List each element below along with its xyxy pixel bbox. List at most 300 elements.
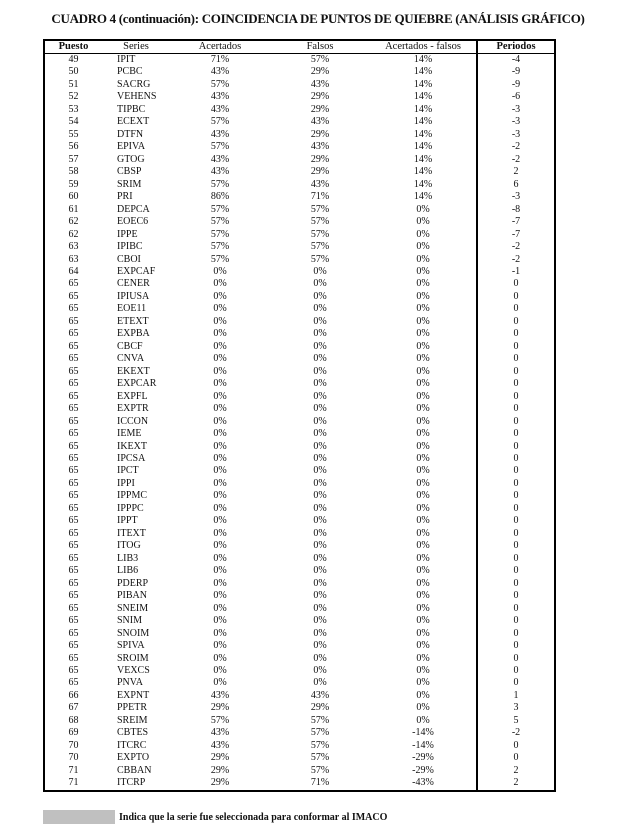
cell-acertados: 0% bbox=[213, 378, 227, 390]
cell-falsos: 0% bbox=[313, 278, 327, 290]
cell-puesto: 55 bbox=[68, 128, 79, 140]
cell-periodos: -9 bbox=[476, 79, 554, 91]
cell-falsos: 29% bbox=[310, 128, 330, 140]
table-row bbox=[45, 727, 554, 739]
cell-falsos: 0% bbox=[313, 415, 327, 427]
cell-puesto: 65 bbox=[68, 477, 79, 489]
table-row bbox=[45, 166, 554, 178]
cell-periodos: 0 bbox=[476, 403, 554, 415]
table-header-row bbox=[45, 41, 554, 54]
table-row bbox=[45, 503, 554, 515]
table-row bbox=[45, 391, 554, 403]
table-row bbox=[45, 465, 554, 477]
cell-series: ICCON bbox=[117, 415, 149, 427]
cell-periodos: -3 bbox=[476, 104, 554, 116]
cell-acertados: 57% bbox=[210, 216, 230, 228]
cell-acertados: 0% bbox=[213, 390, 227, 402]
cell-periodos: -3 bbox=[476, 116, 554, 128]
cell-falsos: 57% bbox=[310, 764, 330, 776]
cell-acertados: 43% bbox=[210, 103, 230, 115]
cell-falsos: 57% bbox=[310, 714, 330, 726]
cell-acertados: 57% bbox=[210, 228, 230, 240]
legend-swatch bbox=[43, 810, 115, 824]
table-row bbox=[45, 603, 554, 615]
cell-falsos: 29% bbox=[310, 153, 330, 165]
cell-periodos: 6 bbox=[476, 179, 554, 191]
cell-series: ITCRC bbox=[117, 739, 147, 751]
cell-series: CBOI bbox=[117, 253, 141, 265]
cell-periodos: 0 bbox=[476, 540, 554, 552]
cell-falsos: 0% bbox=[313, 640, 327, 652]
cell-periodos: 0 bbox=[476, 640, 554, 652]
cell-puesto: 65 bbox=[68, 590, 79, 602]
table-row bbox=[45, 765, 554, 777]
cell-series: IPCT bbox=[117, 465, 139, 477]
table-row bbox=[45, 441, 554, 453]
cell-series: SNIM bbox=[117, 615, 143, 627]
table-row bbox=[45, 416, 554, 428]
cell-falsos: 43% bbox=[310, 689, 330, 701]
cell-diferencia: 0% bbox=[416, 577, 430, 589]
cell-falsos: 0% bbox=[313, 440, 327, 452]
cell-puesto: 65 bbox=[68, 515, 79, 527]
cell-puesto: 62 bbox=[68, 228, 79, 240]
cell-puesto: 71 bbox=[68, 764, 79, 776]
cell-falsos: 71% bbox=[310, 191, 330, 203]
cell-falsos: 0% bbox=[313, 403, 327, 415]
cell-periodos: 0 bbox=[476, 515, 554, 527]
cell-periodos: 2 bbox=[476, 166, 554, 178]
cell-diferencia: 0% bbox=[416, 278, 430, 290]
cell-puesto: 70 bbox=[68, 739, 79, 751]
cell-falsos: 71% bbox=[310, 777, 330, 789]
cell-periodos: 0 bbox=[476, 503, 554, 515]
cell-series: CNVA bbox=[117, 353, 145, 365]
cell-puesto: 65 bbox=[68, 403, 79, 415]
header-acertados: Acertados bbox=[198, 41, 242, 52]
cell-diferencia: 14% bbox=[413, 153, 433, 165]
cell-periodos: 0 bbox=[476, 665, 554, 677]
cell-series: EOE11 bbox=[117, 303, 147, 315]
cell-diferencia: 0% bbox=[416, 615, 430, 627]
cell-falsos: 0% bbox=[313, 677, 327, 689]
cell-puesto: 65 bbox=[68, 490, 79, 502]
cell-acertados: 29% bbox=[210, 777, 230, 789]
cell-falsos: 0% bbox=[313, 378, 327, 390]
cell-periodos: -2 bbox=[476, 241, 554, 253]
table-row bbox=[45, 353, 554, 365]
table-row bbox=[45, 366, 554, 378]
cell-periodos: 3 bbox=[476, 702, 554, 714]
cell-periodos: 0 bbox=[476, 391, 554, 403]
table-row bbox=[45, 540, 554, 552]
cell-puesto: 51 bbox=[68, 78, 79, 90]
cell-diferencia: 0% bbox=[416, 689, 430, 701]
cell-series: CBTES bbox=[117, 727, 149, 739]
cell-acertados: 57% bbox=[210, 178, 230, 190]
cell-acertados: 43% bbox=[210, 128, 230, 140]
table-body bbox=[45, 54, 554, 790]
table-row bbox=[45, 590, 554, 602]
cell-puesto: 65 bbox=[68, 390, 79, 402]
cell-periodos: 0 bbox=[476, 453, 554, 465]
table-row bbox=[45, 141, 554, 153]
cell-falsos: 0% bbox=[313, 428, 327, 440]
cell-series: EXPTR bbox=[117, 403, 149, 415]
cell-periodos: 0 bbox=[476, 590, 554, 602]
cell-series: CENER bbox=[117, 278, 150, 290]
cell-falsos: 29% bbox=[310, 702, 330, 714]
cell-periodos: -2 bbox=[476, 141, 554, 153]
cell-puesto: 65 bbox=[68, 602, 79, 614]
cell-acertados: 57% bbox=[210, 141, 230, 153]
cell-periodos: 0 bbox=[476, 366, 554, 378]
cell-series: EKEXT bbox=[117, 365, 150, 377]
cell-diferencia: 0% bbox=[416, 365, 430, 377]
cell-periodos: 0 bbox=[476, 615, 554, 627]
cell-acertados: 0% bbox=[213, 365, 227, 377]
cell-periodos: 0 bbox=[476, 341, 554, 353]
table-row bbox=[45, 79, 554, 91]
table-row bbox=[45, 777, 554, 789]
cell-acertados: 0% bbox=[213, 403, 227, 415]
cell-falsos: 57% bbox=[310, 727, 330, 739]
cell-periodos: 0 bbox=[476, 528, 554, 540]
cell-falsos: 0% bbox=[313, 590, 327, 602]
cell-periodos: 0 bbox=[476, 478, 554, 490]
table-row bbox=[45, 179, 554, 191]
cell-diferencia: 0% bbox=[416, 290, 430, 302]
table-row bbox=[45, 303, 554, 315]
cell-diferencia: 14% bbox=[413, 78, 433, 90]
cell-falsos: 0% bbox=[313, 365, 327, 377]
cell-acertados: 71% bbox=[210, 54, 230, 65]
cell-periodos: 0 bbox=[476, 441, 554, 453]
cell-puesto: 65 bbox=[68, 627, 79, 639]
cell-series: CBBAN bbox=[117, 764, 152, 776]
table-row bbox=[45, 191, 554, 203]
table-row bbox=[45, 740, 554, 752]
cell-diferencia: 0% bbox=[416, 390, 430, 402]
cell-acertados: 0% bbox=[213, 615, 227, 627]
table-row bbox=[45, 129, 554, 141]
cell-diferencia: 0% bbox=[416, 203, 430, 215]
table-row bbox=[45, 478, 554, 490]
cell-puesto: 65 bbox=[68, 640, 79, 652]
cell-series: PRI bbox=[117, 191, 133, 203]
cell-acertados: 0% bbox=[213, 502, 227, 514]
cell-falsos: 0% bbox=[313, 453, 327, 464]
cell-falsos: 0% bbox=[313, 290, 327, 302]
cell-acertados: 0% bbox=[213, 440, 227, 452]
cell-puesto: 50 bbox=[68, 66, 79, 78]
cell-diferencia: 14% bbox=[413, 66, 433, 78]
cell-series: GTOG bbox=[117, 153, 145, 165]
cell-series: EPIVA bbox=[117, 141, 146, 153]
cell-periodos: -7 bbox=[476, 216, 554, 228]
cell-series: ITEXT bbox=[117, 527, 146, 539]
cell-puesto: 65 bbox=[68, 552, 79, 564]
cell-puesto: 70 bbox=[68, 752, 79, 764]
cell-diferencia: 0% bbox=[416, 602, 430, 614]
cell-acertados: 0% bbox=[213, 652, 227, 664]
cell-puesto: 65 bbox=[68, 428, 79, 440]
cell-acertados: 0% bbox=[213, 565, 227, 577]
table-row bbox=[45, 328, 554, 340]
cell-series: IPIUSA bbox=[117, 290, 150, 302]
cell-periodos: 0 bbox=[476, 653, 554, 665]
cell-puesto: 63 bbox=[68, 253, 79, 265]
table-row bbox=[45, 665, 554, 677]
cell-acertados: 57% bbox=[210, 116, 230, 128]
table-row bbox=[45, 91, 554, 103]
cell-diferencia: 0% bbox=[416, 340, 430, 352]
cell-falsos: 0% bbox=[313, 615, 327, 627]
cell-puesto: 65 bbox=[68, 278, 79, 290]
cell-periodos: 0 bbox=[476, 603, 554, 615]
header-periodos: Periodos bbox=[476, 41, 554, 53]
cell-series: SNOIM bbox=[117, 627, 150, 639]
table-row bbox=[45, 154, 554, 166]
cell-falsos: 0% bbox=[313, 515, 327, 527]
table-row bbox=[45, 615, 554, 627]
cell-series: EOEC6 bbox=[117, 216, 149, 228]
cell-diferencia: 0% bbox=[416, 702, 430, 714]
cell-diferencia: 14% bbox=[413, 191, 433, 203]
cell-series: EXPCAR bbox=[117, 378, 157, 390]
cell-periodos: 1 bbox=[476, 690, 554, 702]
table-row bbox=[45, 677, 554, 689]
table-row bbox=[45, 216, 554, 228]
cell-series: IPPPC bbox=[117, 502, 144, 514]
cell-periodos: 0 bbox=[476, 316, 554, 328]
cell-periodos: -3 bbox=[476, 191, 554, 203]
cell-periodos: 0 bbox=[476, 740, 554, 752]
cell-acertados: 0% bbox=[213, 265, 227, 277]
cell-diferencia: 0% bbox=[416, 403, 430, 415]
header-diferencia: Acertados - falsos bbox=[385, 41, 461, 52]
cell-diferencia: 14% bbox=[413, 103, 433, 115]
cell-acertados: 57% bbox=[210, 253, 230, 265]
cell-periodos: -9 bbox=[476, 66, 554, 78]
cell-diferencia: 14% bbox=[413, 116, 433, 128]
table-row bbox=[45, 104, 554, 116]
cell-falsos: 57% bbox=[310, 752, 330, 764]
cell-puesto: 65 bbox=[68, 340, 79, 352]
cell-falsos: 0% bbox=[313, 527, 327, 539]
cell-series: SACRG bbox=[117, 78, 151, 90]
cell-series: CBSP bbox=[117, 166, 142, 178]
cell-falsos: 57% bbox=[310, 54, 330, 65]
cell-diferencia: 0% bbox=[416, 627, 430, 639]
cell-series: VEXCS bbox=[117, 664, 150, 676]
cell-falsos: 57% bbox=[310, 739, 330, 751]
cell-diferencia: 0% bbox=[416, 640, 430, 652]
cell-diferencia: 0% bbox=[416, 228, 430, 240]
table-row bbox=[45, 229, 554, 241]
cell-diferencia: 0% bbox=[416, 565, 430, 577]
table-row bbox=[45, 254, 554, 266]
cell-diferencia: 14% bbox=[413, 54, 433, 65]
cell-periodos: 0 bbox=[476, 565, 554, 577]
cell-series: IKEXT bbox=[117, 440, 147, 452]
cell-diferencia: 0% bbox=[416, 216, 430, 228]
cell-falsos: 29% bbox=[310, 103, 330, 115]
cell-periodos: 0 bbox=[476, 278, 554, 290]
cell-series: IPPT bbox=[117, 515, 138, 527]
cell-falsos: 0% bbox=[313, 315, 327, 327]
cell-series: IEME bbox=[117, 428, 142, 440]
cell-series: EXPFL bbox=[117, 390, 148, 402]
cell-series: ITOG bbox=[117, 540, 141, 552]
cell-puesto: 57 bbox=[68, 153, 79, 165]
cell-falsos: 43% bbox=[310, 78, 330, 90]
cell-puesto: 53 bbox=[68, 103, 79, 115]
cell-puesto: 65 bbox=[68, 315, 79, 327]
cell-puesto: 54 bbox=[68, 116, 79, 128]
cell-acertados: 0% bbox=[213, 465, 227, 477]
cell-falsos: 0% bbox=[313, 390, 327, 402]
cell-periodos: 0 bbox=[476, 628, 554, 640]
cell-periodos: -8 bbox=[476, 204, 554, 216]
cell-puesto: 67 bbox=[68, 702, 79, 714]
cell-diferencia: 0% bbox=[416, 315, 430, 327]
cell-falsos: 0% bbox=[313, 664, 327, 676]
cell-puesto: 62 bbox=[68, 216, 79, 228]
cell-periodos: 2 bbox=[476, 777, 554, 789]
cell-acertados: 43% bbox=[210, 66, 230, 78]
cell-series: PCBC bbox=[117, 66, 143, 78]
cell-periodos: 0 bbox=[476, 328, 554, 340]
cell-falsos: 0% bbox=[313, 577, 327, 589]
cell-diferencia: 0% bbox=[416, 502, 430, 514]
cell-series: PIBAN bbox=[117, 590, 148, 602]
cell-diferencia: 0% bbox=[416, 415, 430, 427]
cell-series: DEPCA bbox=[117, 203, 150, 215]
cell-periodos: -1 bbox=[476, 266, 554, 278]
cell-series: EXPBA bbox=[117, 328, 150, 340]
cell-puesto: 65 bbox=[68, 565, 79, 577]
cell-falsos: 29% bbox=[310, 166, 330, 178]
cell-diferencia: 0% bbox=[416, 652, 430, 664]
cell-falsos: 0% bbox=[313, 540, 327, 552]
cell-diferencia: -14% bbox=[412, 727, 434, 739]
cell-acertados: 57% bbox=[210, 78, 230, 90]
cell-puesto: 59 bbox=[68, 178, 79, 190]
cell-acertados: 0% bbox=[213, 602, 227, 614]
cell-falsos: 0% bbox=[313, 303, 327, 315]
cell-falsos: 57% bbox=[310, 241, 330, 253]
cell-puesto: 65 bbox=[68, 527, 79, 539]
cell-diferencia: 0% bbox=[416, 328, 430, 340]
cell-acertados: 0% bbox=[213, 415, 227, 427]
table-row bbox=[45, 553, 554, 565]
cell-series: IPIBC bbox=[117, 241, 143, 253]
cell-acertados: 0% bbox=[213, 290, 227, 302]
cell-series: IPPI bbox=[117, 477, 135, 489]
cell-falsos: 0% bbox=[313, 602, 327, 614]
table-row bbox=[45, 341, 554, 353]
cell-diferencia: 14% bbox=[413, 141, 433, 153]
cell-periodos: 0 bbox=[476, 553, 554, 565]
cell-acertados: 0% bbox=[213, 428, 227, 440]
cell-series: ETEXT bbox=[117, 315, 149, 327]
cell-acertados: 43% bbox=[210, 689, 230, 701]
cell-falsos: 29% bbox=[310, 91, 330, 103]
cell-periodos: 0 bbox=[476, 378, 554, 390]
cell-series: SRIM bbox=[117, 178, 142, 190]
cell-periodos: 0 bbox=[476, 465, 554, 477]
cell-falsos: 0% bbox=[313, 490, 327, 502]
table-row bbox=[45, 628, 554, 640]
cell-falsos: 0% bbox=[313, 552, 327, 564]
table-row bbox=[45, 690, 554, 702]
cell-acertados: 0% bbox=[213, 303, 227, 315]
cell-acertados: 57% bbox=[210, 714, 230, 726]
cell-acertados: 0% bbox=[213, 340, 227, 352]
table-row bbox=[45, 453, 554, 465]
cell-puesto: 65 bbox=[68, 328, 79, 340]
cell-falsos: 0% bbox=[313, 465, 327, 477]
cell-acertados: 57% bbox=[210, 203, 230, 215]
cell-puesto: 65 bbox=[68, 652, 79, 664]
cell-falsos: 0% bbox=[313, 652, 327, 664]
cell-series: PPETR bbox=[117, 702, 148, 714]
cell-falsos: 57% bbox=[310, 216, 330, 228]
cell-periodos: -2 bbox=[476, 154, 554, 166]
table-row bbox=[45, 653, 554, 665]
table-row bbox=[45, 116, 554, 128]
cell-periodos: 0 bbox=[476, 416, 554, 428]
cell-falsos: 0% bbox=[313, 477, 327, 489]
cell-diferencia: 0% bbox=[416, 303, 430, 315]
cell-acertados: 0% bbox=[213, 328, 227, 340]
table-row bbox=[45, 66, 554, 78]
cell-periodos: 0 bbox=[476, 353, 554, 365]
table-row bbox=[45, 578, 554, 590]
cell-falsos: 43% bbox=[310, 178, 330, 190]
cell-series: VEHENS bbox=[117, 91, 157, 103]
cell-diferencia: 0% bbox=[416, 552, 430, 564]
cell-series: ITCRP bbox=[117, 777, 146, 789]
cell-series: IPPE bbox=[117, 228, 138, 240]
cell-puesto: 66 bbox=[68, 689, 79, 701]
cell-acertados: 0% bbox=[213, 540, 227, 552]
cell-puesto: 65 bbox=[68, 303, 79, 315]
cell-series: LIB3 bbox=[117, 552, 139, 564]
table-row bbox=[45, 528, 554, 540]
cell-falsos: 57% bbox=[310, 253, 330, 265]
cell-diferencia: -43% bbox=[412, 777, 434, 789]
table-row bbox=[45, 428, 554, 440]
cell-falsos: 0% bbox=[313, 502, 327, 514]
cell-series: IPPMC bbox=[117, 490, 148, 502]
cell-periodos: 0 bbox=[476, 752, 554, 764]
cell-periodos: -2 bbox=[476, 254, 554, 266]
header-series: Series bbox=[123, 41, 149, 52]
cell-series: SROIM bbox=[117, 652, 149, 664]
cell-series: PNVA bbox=[117, 677, 143, 689]
cell-periodos: -6 bbox=[476, 91, 554, 103]
cell-falsos: 0% bbox=[313, 265, 327, 277]
cell-acertados: 0% bbox=[213, 453, 227, 464]
table-row bbox=[45, 403, 554, 415]
table-row bbox=[45, 278, 554, 290]
cell-acertados: 0% bbox=[213, 640, 227, 652]
table-row bbox=[45, 316, 554, 328]
cell-diferencia: 0% bbox=[416, 265, 430, 277]
cell-falsos: 0% bbox=[313, 353, 327, 365]
